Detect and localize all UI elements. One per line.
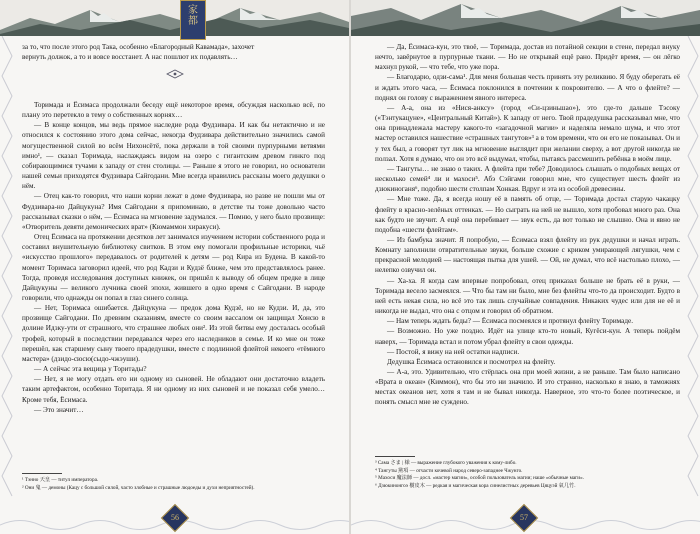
paragraph: — Отец как-то говорил, что наши корни лежат в доме Фудзивара, но разве не пошли мы от Фудзивара-но Дайцукуна? Имя Сайгодани я припоминаю, в детстве ты тоже довольно часто рассказывал сказки о нём, — Ёсимаса на мгновение задумался. — Помню, у него было прозвище: «Отворитель девяти демонических врат» (Кюмаммон хиракуси). <box>22 192 325 231</box>
badge-kanji: 家 都 <box>188 5 198 27</box>
paragraph: — Мне тоже. Да, я всегда ношу её в память об отце, — Торимада достал старую чакацку флейту в красно-зелёных оттенках. — Но сыграть на ней не вышло, хотя пробовал много раз. Она как будто не звучит. А ещё она перебивает — звук есть, да вот только не слышно. Она и явно не подобна «шести флейтам». <box>375 195 680 234</box>
right-footnote-rule <box>375 456 415 457</box>
left-footnotes <box>22 477 255 492</box>
paragraph: — Ха-ха. Я когда сам впервые попробовал, отец приказал больше не брать её в руки, — Торимада весело засмеялся. — Что бы там ни было, мне без флейты что-то да происходит. Будто в ней есть некая сила, но всё это так лишь случайные совпадения. Никаких чудес или для не её и никогда не выдал, что она с отцом и говорил об обратном. <box>375 276 680 316</box>
paragraph: — Нам теперь ждать беды? — Ёсимаса посмеялся и протянул флейту Торимаде. <box>387 317 634 326</box>
right-border-pattern <box>686 36 700 506</box>
footnote: ⁵ Махоси 魔法師 — досл. «мастер магии», особой пользователь магии; наше «обычные маги». <box>375 475 584 482</box>
footnote: ⁶ Дзюкинонгоэ 樹皮木 — редкая и магическая кора синелистных деревьев Цяцуэй 氣几竹. <box>375 482 576 489</box>
paragraph: — Нет, я не могу отдать его ни одному из сыновей. Не обладают они достаточно владеть таким артефактом, особенно Торитада. Я ни одному из них сыновей и не показал себя умело… Кроме тебя, Ёсимаса. <box>22 375 325 404</box>
section-break-ornament <box>165 69 185 79</box>
page-number-text: 56 <box>171 513 179 522</box>
footnote: ¹ Тэнно 天皇 — титул императора. <box>22 477 99 483</box>
left-header-artwork <box>0 0 349 36</box>
paragraph: — А-а, это. Удивительно, что стёрлась она при моей жизни, а не раньше. Там было написано «Врата в океан» (Киммон), что бы это ни значило. И это странно, насколько я знаю, в таможнях местах океанов нет, хотя я там и не бывал никогда. Наверное, это что-то более поэтическое, и понять смысл мне не суждено. <box>375 368 680 407</box>
right-body-text <box>375 42 680 408</box>
footnote: ⁴ Тангуты 黨項 — отчасти кочевой народ северо-западнее Чжунго. <box>375 467 523 474</box>
paragraph: — Тангуты… не знаю о таких. А флейта при тебе? Доводилось слышать о подобных вещах от несколько семей⁴ ли и махоси⁵. Абэ Сэйгами говорил мне, что существует шесть флейт из дзюкиноганя⁶, подобно шести столпам Хонкая. Вдруг и эта из особой древесины. <box>375 164 680 194</box>
paragraph: — А сейчас эта вещица у Торитады? <box>34 365 147 374</box>
footnote: ³ Сама さま | 様 — выражение глубокого уважения к кому-либо. <box>375 460 517 466</box>
paragraph: — Постой, я вижу на ней остатки надписи. <box>387 347 520 356</box>
chapter-badge <box>180 0 206 40</box>
paragraph: — Нет, Торимаса ошибается. Дайцукуна — предок дома Кудзё, но не Кудзи. И, да, это прозвище Сайгодани. По древним сказаниям, вместе со своим вассалом он защищал Хонсю в долине Идзку-ути от страшного, что страшнее любых они². Из этой битвы ему досталась особый трофей, который в последствии передавался через его наследников в семье. И ко мне он тоже перешёл, как старшему сыну твоего прадедушки, вместе с подлинной флейтой некоего «тёмного мастера» (дзидо-сюсю(сыдо-чжэуши). <box>22 304 325 363</box>
paragraph: — Возможно. Но уже поздно. Идёт на улице кто-то новый, Кугёси-кун. А теперь пойдём наверх, — Торимада встал и потом убрал флейту в свои одежды. <box>375 327 680 346</box>
paragraph: — Это значит… <box>34 405 84 414</box>
right-page <box>351 0 700 534</box>
paragraph: — Благодарю, одзи-сама¹. Для меня большая честь принять эту реликвию. Я буду оберегать её и ждать этого часа, — Ёсимаса поклонился в почтении к покровителю. — А что о флейте? — поднял он голову с выражением явного интереса. <box>375 73 680 102</box>
right-footnotes <box>375 460 584 490</box>
left-page-number <box>163 509 187 527</box>
page-number-text: 57 <box>520 513 528 522</box>
left-top-line-2: вернуть должок, а то и вовсе восстанет. А нас пошлют их подавлять… <box>22 53 238 62</box>
left-top-line-1: за то, что после этого род Така, особенно «Благородный Кавамада», захочет <box>22 43 255 51</box>
paragraph: Дедушка Ёсимаса остановился и посмотрел на флейту. <box>387 357 556 366</box>
paragraph: — Из бамбука значит. Я попробую, — Ёсимаса взял флейту из рук дедушки и начал играть. Комнату заполнили отвратительные звуки, больше схожие с криком умирающей лягушки, чем с прекрасной мелодией — настоящая пытка для ушей. — Ой, не думал, что всё настолько плохо, — нелепко озвучил он. <box>375 235 680 275</box>
paragraph: Торимада и Ёсимаса продолжали беседу ещё некоторое время, обсуждая насколько всё, по плану это перетекло в тему о собственных корнях… <box>22 101 325 120</box>
left-page <box>0 0 349 534</box>
left-border-pattern <box>0 36 14 506</box>
right-header-artwork <box>351 0 700 36</box>
left-top-text <box>22 42 325 62</box>
left-body-text <box>22 100 325 415</box>
paragraph: — Да, Ёсимаса-кун, это твоё, — Торимада, достав из потайной секции в стене, передал внуку нечто, завёрнутое в пурпурные ткани. — Но не открывай ещё рано. Придёт время, — он лёгко махнул рукой, — что тебе, что уже пора. <box>375 43 680 72</box>
paragraph: — В конце концов, мы ведь прямое наследие рода Фудзивара. И как бы нетактично и не относился к состоянию этого дома сейчас, некогда Фудзивара действительно значились самой могущественной силой во всём Нихонсётё, пока держали в той своими пурпурными ветвями имно¹, — сказал Торимада, наслаждаясь видом на озеро с гигантским древом гинкго под собирающимися тучами к западу от стен столицы. — Раньше я этого не говорил, но основатели нашей семьи приходятся Фудзивара Сайгодани. Мне всегда нравились рассказы моего дедушки о нём. <box>22 121 325 191</box>
paragraph: Отец Ёсимаса на протяжении десятков лет занимался изучением истории собственного рода и составил внушительную библиотеку свитков. В этом ему помогали профильные историки, чьё «искусство прошлого» передавалось от родителей к детям — род Кира из Будена. В какой-то момент Торимаса заговорил идеей, что род Кадзи и Кудзё ближе, чем это представлялось ранее. Тогда, проведя исследования доступных книжек, он пришёл к выводу об общем предке в лице Дайцукуны — великого лучника своей эпохи, жившего в одно время с Сайгодани. В народе говорили, что однажды он попал в глаз синего солнца. <box>22 233 325 302</box>
footnote: ² Они 鬼 — демоны (Кацу с большой силой, часто злобные и страшные людоеды и духи неприятностей). <box>22 484 255 491</box>
right-page-number <box>512 509 536 527</box>
paragraph: — А-а, она из «Нися-анксу» (город «Си-цзиньшао»), это где-то дальше Тэсоку («Тэнтукацуне», «Центральный Китай»). К западу от него. Твой прадедушка рассказывал мне, что она принадлежала мастеру какого-то «загадочной магии» и наделяла немало шума, и что этот мастер оставился нашествие «страшных тангутов»³ а в том времени, что он его не показывал. Он и у тех был, а говорят тут лик на мгновение выглядит при желании сверху, а вот другой никогда не ползал. Хотя я думаю, что он это всё выдумал, чтобы, пытаясь рассмешить ребёнка в моём лице. <box>375 103 680 163</box>
left-footnote-rule <box>22 473 62 474</box>
